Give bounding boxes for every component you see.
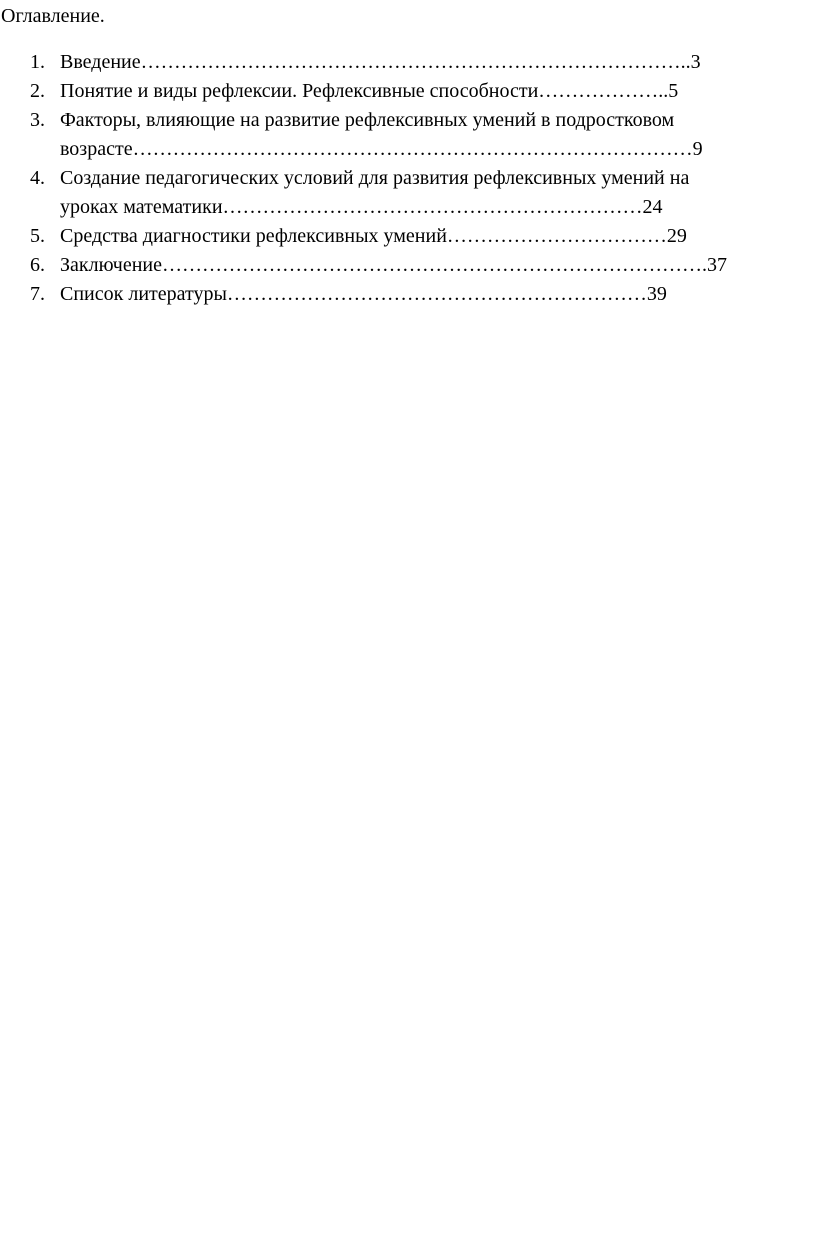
toc-item-text: Понятие и виды рефлексии. Рефлексивные способности………………..5 bbox=[60, 80, 679, 102]
toc-item-diagnostics bbox=[0, 222, 816, 251]
toc-item-references bbox=[0, 280, 816, 309]
toc-item-number: 5. bbox=[30, 225, 45, 247]
toc-item-text: Заключение……………………………………………………………………….37 bbox=[60, 254, 727, 276]
toc-item-number: 6. bbox=[30, 254, 45, 276]
toc-item-text: Создание педагогических условий для развития рефлексивных умений на bbox=[60, 167, 690, 189]
toc-item-factors bbox=[0, 106, 816, 164]
toc-item-pedagogical-conditions bbox=[0, 164, 816, 222]
toc-item-number: 7. bbox=[30, 283, 45, 305]
toc-item-text: Средства диагностики рефлексивных умений……………………………29 bbox=[60, 225, 687, 247]
toc-item-text: Список литературы………………………………………………………39 bbox=[60, 283, 667, 305]
toc-item-text-continuation: уроках математики………………………………………………………24 bbox=[60, 196, 663, 218]
toc-title: Оглавление. bbox=[1, 5, 105, 27]
toc-item-number: 1. bbox=[30, 51, 45, 73]
toc-item-number: 3. bbox=[30, 109, 45, 131]
toc-item-introduction bbox=[0, 48, 816, 77]
toc-item-text: Введение………………………………………………………………………..3 bbox=[60, 51, 701, 73]
toc-item-text-continuation: возрасте…………………………………………………………………………9 bbox=[60, 138, 703, 160]
toc-item-number: 4. bbox=[30, 167, 45, 189]
toc-item-reflection-concept bbox=[0, 77, 816, 106]
toc-item-text: Факторы, влияющие на развитие рефлексивных умений в подростковом bbox=[60, 109, 675, 131]
toc-list bbox=[0, 48, 816, 309]
toc-item-conclusion bbox=[0, 251, 816, 280]
toc-item-number: 2. bbox=[30, 80, 45, 102]
